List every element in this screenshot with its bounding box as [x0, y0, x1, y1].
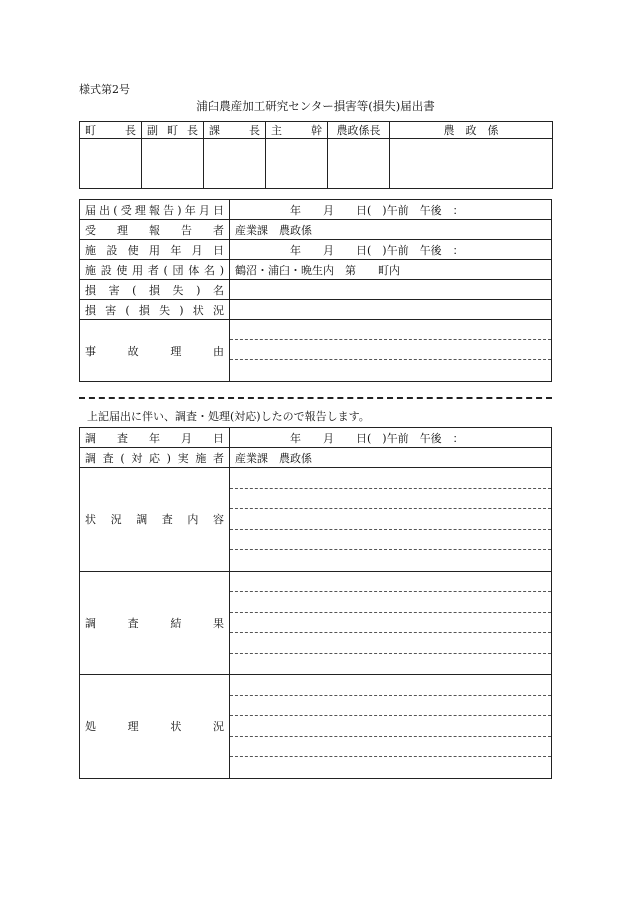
dotted-line [230, 716, 551, 737]
report-table [79, 199, 552, 382]
cut-line-separator [79, 397, 552, 399]
approval-header-deputy-mayor: 副 町 長 [142, 122, 204, 139]
dotted-line [230, 675, 551, 696]
dotted-line [230, 468, 551, 489]
dotted-line [230, 696, 551, 717]
survey-result-area[interactable] [230, 571, 552, 675]
report-notice: 上記届出に伴い、調査・処理(対応)したので報告します。 [87, 410, 370, 423]
damage-status-label: 損害(損失)状況 [80, 300, 230, 320]
accident-reason-area[interactable] [230, 320, 552, 382]
dotted-line [230, 654, 551, 675]
damage-name-label: 損害(損失)名 [80, 280, 230, 300]
approval-stamp-agri-staff[interactable] [390, 139, 553, 189]
dotted-line [230, 489, 551, 510]
dotted-line [230, 572, 551, 593]
dotted-line [230, 530, 551, 551]
approval-stamp-director[interactable] [266, 139, 328, 189]
approval-stamp-mayor[interactable] [80, 139, 142, 189]
survey-content-label: 状況調査内容 [80, 468, 230, 572]
form-id: 様式第2号 [79, 83, 130, 96]
dotted-line [230, 550, 551, 571]
dotted-line [230, 737, 551, 758]
accident-reason-label: 事故理由 [80, 320, 230, 382]
dotted-line [230, 320, 551, 340]
dotted-line [230, 757, 551, 778]
approval-header-section-chief: 課 長 [204, 122, 266, 139]
survey-date-value[interactable]: 年 月 日( )午前 午後 ： [230, 428, 552, 448]
survey-content-area[interactable] [230, 468, 552, 572]
process-status-area[interactable] [230, 675, 552, 779]
document-title: 浦臼農産加工研究センター損害等(損失)届出書 [196, 99, 435, 113]
approval-header-agri-staff: 農 政 係 [390, 122, 553, 139]
damage-status-value[interactable] [230, 300, 552, 320]
facility-user-label: 施設使用者(団体名) [80, 260, 230, 280]
survey-result-label: 調査結果 [80, 571, 230, 675]
damage-name-value[interactable] [230, 280, 552, 300]
report-date-label: 届出(受理報告)年月日 [80, 200, 230, 220]
dotted-line [230, 592, 551, 613]
dotted-line [230, 509, 551, 530]
approval-header-mayor: 町 長 [80, 122, 142, 139]
dotted-line [230, 613, 551, 634]
approval-table [79, 121, 553, 189]
report-date-value[interactable]: 年 月 日( )午前 午後 ： [230, 200, 552, 220]
reporter-label: 受理報告者 [80, 220, 230, 240]
dotted-line [230, 340, 551, 360]
reporter-value[interactable]: 産業課 農政係 [230, 220, 552, 240]
approval-header-director: 主 幹 [266, 122, 328, 139]
approval-stamp-section-chief[interactable] [204, 139, 266, 189]
survey-date-label: 調査年月日 [80, 428, 230, 448]
survey-table [79, 427, 552, 779]
approval-stamp-deputy-mayor[interactable] [142, 139, 204, 189]
approval-header-agri-chief: 農政係長 [328, 122, 390, 139]
approval-stamp-agri-chief[interactable] [328, 139, 390, 189]
dotted-line [230, 633, 551, 654]
process-status-label: 処理状況 [80, 675, 230, 779]
usage-date-value[interactable]: 年 月 日( )午前 午後 ： [230, 240, 552, 260]
performer-value[interactable]: 産業課 農政係 [230, 448, 552, 468]
facility-user-value[interactable]: 鶴沼・浦臼・晩生内 第 町内 [230, 260, 552, 280]
dotted-line [230, 360, 551, 380]
performer-label: 調査(対応)実施者 [80, 448, 230, 468]
usage-date-label: 施設使用年月日 [80, 240, 230, 260]
